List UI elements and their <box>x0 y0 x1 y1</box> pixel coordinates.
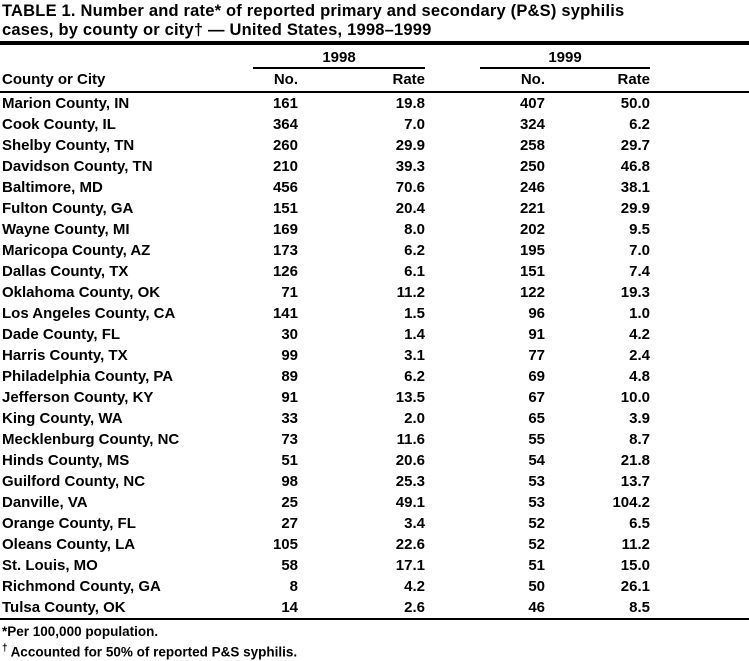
rate-1999-cell: 8.7 <box>629 431 650 448</box>
rate-1998-cell: 2.6 <box>404 599 425 616</box>
no-1999-cell: 246 <box>519 179 545 196</box>
row-spacer <box>650 429 749 450</box>
no-1999-cell: 65 <box>528 410 545 427</box>
rate-1998-cell: 22.6 <box>395 536 425 553</box>
no-1999-cell: 96 <box>528 305 545 322</box>
row-spacer <box>650 282 749 303</box>
no-1999-cell: 69 <box>528 368 545 385</box>
rate-1999-cell: 26.1 <box>620 578 650 595</box>
rate-1999-cell: 29.7 <box>620 137 650 154</box>
row-spacer <box>650 450 749 471</box>
no-1999-cell: 53 <box>528 494 545 511</box>
no-1998-cell: 456 <box>272 179 298 196</box>
rate-1999-cell: 38.1 <box>620 179 650 196</box>
row-spacer <box>650 408 749 429</box>
no-1998-cell: 14 <box>281 599 298 616</box>
year-1999-header-cell <box>425 45 650 69</box>
table-row <box>0 471 749 492</box>
no-1999-cell: 324 <box>519 116 545 133</box>
rate-1999-cell: 4.2 <box>629 326 650 343</box>
rate-1998-cell: 8.0 <box>404 221 425 238</box>
rate-1998-cell: 70.6 <box>395 179 425 196</box>
table-title-line-2: cases, by county or city† — United States, 1998–1999 <box>2 21 432 39</box>
county-cell: Dallas County, TX <box>2 263 129 280</box>
year-1998-label: 1998 <box>253 50 425 69</box>
rate-1998-cell: 39.3 <box>395 158 425 175</box>
row-spacer <box>650 555 749 576</box>
no-1999-column-header: No. <box>425 69 545 92</box>
rate-1999-cell: 46.8 <box>620 158 650 175</box>
year-1998-header-cell <box>253 45 425 69</box>
table-row <box>0 597 749 618</box>
county-cell: Guilford County, NC <box>2 473 146 490</box>
rate-1999-cell: 8.5 <box>629 599 650 616</box>
no-1998-cell: 27 <box>281 515 298 532</box>
rate-1999-cell: 50.0 <box>620 95 650 112</box>
row-spacer <box>650 156 749 177</box>
no-1999-cell: 67 <box>528 389 545 406</box>
rate-1999-cell: 4.8 <box>629 368 650 385</box>
rate-1999-cell: 104.2 <box>612 494 650 511</box>
table-row <box>0 534 749 555</box>
county-cell: Cook County, IL <box>2 116 116 133</box>
county-cell: Maricopa County, AZ <box>2 242 151 259</box>
rate-1998-cell: 6.2 <box>404 368 425 385</box>
table-row <box>0 198 749 219</box>
county-cell: Dade County, FL <box>2 326 121 343</box>
row-spacer <box>650 92 749 114</box>
county-cell: King County, WA <box>2 410 123 427</box>
county-cell: Oklahoma County, OK <box>2 284 161 301</box>
table-row <box>0 345 749 366</box>
rate-1998-column-header: Rate <box>298 69 425 92</box>
footnote-dagger <box>2 640 749 661</box>
no-1998-cell: 169 <box>272 221 298 238</box>
no-1999-cell: 122 <box>519 284 545 301</box>
no-1998-cell: 173 <box>272 242 298 259</box>
year-1999-label: 1999 <box>480 50 650 69</box>
rate-1999-cell: 9.5 <box>629 221 650 238</box>
footnote-rate <box>2 623 749 640</box>
row-spacer <box>650 471 749 492</box>
row-spacer <box>650 177 749 198</box>
table-row <box>0 408 749 429</box>
row-spacer <box>650 324 749 345</box>
county-cell: Wayne County, MI <box>2 221 130 238</box>
row-spacer <box>650 240 749 261</box>
no-1999-cell: 250 <box>519 158 545 175</box>
county-cell: Orange County, FL <box>2 515 136 532</box>
no-1998-cell: 99 <box>281 347 298 364</box>
table-row <box>0 492 749 513</box>
county-cell: Marion County, IN <box>2 95 130 112</box>
table-row <box>0 240 749 261</box>
rate-1999-cell: 15.0 <box>620 557 650 574</box>
row-spacer <box>650 387 749 408</box>
rate-1998-cell: 25.3 <box>395 473 425 490</box>
county-column-header: County or City <box>0 69 253 92</box>
rate-1998-cell: 4.2 <box>404 578 425 595</box>
county-cell: Mecklenburg County, NC <box>2 431 180 448</box>
county-cell: Jefferson County, KY <box>2 389 154 406</box>
no-1998-cell: 151 <box>272 200 298 217</box>
rate-1999-cell: 21.8 <box>620 452 650 469</box>
table-head <box>0 45 749 92</box>
no-1998-cell: 8 <box>289 578 298 595</box>
table-body <box>0 92 749 618</box>
county-cell: Fulton County, GA <box>2 200 134 217</box>
no-1998-cell: 71 <box>281 284 298 301</box>
no-1999-cell: 258 <box>519 137 545 154</box>
county-cell: Hinds County, MS <box>2 452 130 469</box>
no-1998-cell: 89 <box>281 368 298 385</box>
rate-1998-cell: 1.4 <box>404 326 425 343</box>
column-header-spacer <box>650 69 749 92</box>
county-cell: Harris County, TX <box>2 347 128 364</box>
no-1998-cell: 73 <box>281 431 298 448</box>
table-title <box>0 0 749 41</box>
table-row <box>0 135 749 156</box>
row-spacer <box>650 492 749 513</box>
no-1999-cell: 91 <box>528 326 545 343</box>
rate-1999-cell: 13.7 <box>620 473 650 490</box>
no-1998-cell: 141 <box>272 305 298 322</box>
row-spacer <box>650 261 749 282</box>
no-1998-cell: 30 <box>281 326 298 343</box>
rate-1998-cell: 49.1 <box>395 494 425 511</box>
footnote-rate-text: Per 100,000 population. <box>7 624 159 639</box>
rate-1999-cell: 6.2 <box>629 116 650 133</box>
no-1998-cell: 364 <box>272 116 298 133</box>
footnote-dagger-marker: † <box>2 643 8 654</box>
no-1998-cell: 51 <box>281 452 298 469</box>
rate-1999-cell: 7.4 <box>629 263 650 280</box>
rate-1998-cell: 17.1 <box>395 557 425 574</box>
no-1999-cell: 55 <box>528 431 545 448</box>
row-spacer <box>650 576 749 597</box>
rate-1999-cell: 6.5 <box>629 515 650 532</box>
table-row <box>0 513 749 534</box>
footnote-rate-marker: * <box>2 624 8 639</box>
table-row <box>0 156 749 177</box>
rate-1998-cell: 6.1 <box>404 263 425 280</box>
table-row <box>0 92 749 114</box>
no-1999-cell: 77 <box>528 347 545 364</box>
row-spacer <box>650 366 749 387</box>
table-row <box>0 555 749 576</box>
table-title-line-1: TABLE 1. Number and rate* of reported primary and secondary (P&S) syphilis <box>2 2 625 20</box>
table-row <box>0 114 749 135</box>
rate-1998-cell: 3.4 <box>404 515 425 532</box>
county-cell: Oleans County, LA <box>2 536 136 553</box>
row-spacer <box>650 135 749 156</box>
no-1998-cell: 260 <box>272 137 298 154</box>
year-header-row <box>0 45 749 69</box>
row-spacer <box>650 219 749 240</box>
table-row <box>0 177 749 198</box>
table-row <box>0 324 749 345</box>
rate-1998-cell: 20.4 <box>395 200 425 217</box>
no-1998-cell: 210 <box>272 158 298 175</box>
no-1999-cell: 407 <box>519 95 545 112</box>
table-row <box>0 387 749 408</box>
rate-1999-cell: 29.9 <box>620 200 650 217</box>
rate-1999-cell: 3.9 <box>629 410 650 427</box>
rate-1999-cell: 7.0 <box>629 242 650 259</box>
footnote-dagger-text: Accounted for 50% of reported P&S syphilis. <box>10 644 298 660</box>
rate-1998-cell: 6.2 <box>404 242 425 259</box>
footnotes <box>0 620 749 661</box>
rate-1998-cell: 29.9 <box>395 137 425 154</box>
no-1998-cell: 98 <box>281 473 298 490</box>
year-row-blank <box>0 45 253 69</box>
table-row <box>0 261 749 282</box>
syphilis-cases-table <box>0 45 749 618</box>
table-row <box>0 429 749 450</box>
table-row <box>0 576 749 597</box>
no-1999-cell: 195 <box>519 242 545 259</box>
rate-1998-cell: 19.8 <box>395 95 425 112</box>
county-cell: Los Angeles County, CA <box>2 305 176 322</box>
row-spacer <box>650 303 749 324</box>
county-cell: Baltimore, MD <box>2 179 103 196</box>
no-1999-cell: 53 <box>528 473 545 490</box>
no-1998-column-header: No. <box>253 69 298 92</box>
row-spacer <box>650 534 749 555</box>
no-1999-cell: 52 <box>528 536 545 553</box>
county-cell: Tulsa County, OK <box>2 599 126 616</box>
rate-1998-cell: 1.5 <box>404 305 425 322</box>
no-1998-cell: 126 <box>272 263 298 280</box>
rate-1998-cell: 3.1 <box>404 347 425 364</box>
rate-1999-cell: 19.3 <box>620 284 650 301</box>
rate-1998-cell: 20.6 <box>395 452 425 469</box>
county-cell: Philadelphia County, PA <box>2 368 174 385</box>
row-spacer <box>650 513 749 534</box>
no-1999-cell: 202 <box>519 221 545 238</box>
row-spacer <box>650 198 749 219</box>
county-cell: St. Louis, MO <box>2 557 98 574</box>
county-cell: Richmond County, GA <box>2 578 161 595</box>
county-cell: Danville, VA <box>2 494 88 511</box>
rate-1998-cell: 13.5 <box>395 389 425 406</box>
rate-1999-column-header: Rate <box>545 69 650 92</box>
rate-1999-cell: 11.2 <box>621 536 650 553</box>
rate-1998-cell: 11.6 <box>396 431 425 448</box>
no-1998-cell: 161 <box>272 95 298 112</box>
no-1998-cell: 25 <box>281 494 298 511</box>
row-spacer <box>650 114 749 135</box>
no-1998-cell: 105 <box>272 536 298 553</box>
no-1999-cell: 221 <box>519 200 545 217</box>
row-spacer <box>650 597 749 618</box>
no-1998-cell: 33 <box>281 410 298 427</box>
rate-1999-cell: 10.0 <box>620 389 650 406</box>
table-row <box>0 282 749 303</box>
no-1999-cell: 50 <box>528 578 545 595</box>
table-row <box>0 450 749 471</box>
county-cell: Shelby County, TN <box>2 137 135 154</box>
row-spacer <box>650 345 749 366</box>
year-row-spacer <box>650 45 749 69</box>
table-row <box>0 366 749 387</box>
no-1999-cell: 52 <box>528 515 545 532</box>
rate-1998-cell: 11.2 <box>396 284 425 301</box>
rate-1999-cell: 1.0 <box>629 305 650 322</box>
no-1998-cell: 91 <box>281 389 298 406</box>
county-cell: Davidson County, TN <box>2 158 153 175</box>
no-1999-cell: 46 <box>528 599 545 616</box>
column-header-row <box>0 69 749 92</box>
rate-1999-cell: 2.4 <box>629 347 650 364</box>
table-row <box>0 219 749 240</box>
no-1998-cell: 58 <box>281 557 298 574</box>
no-1999-cell: 51 <box>528 557 545 574</box>
no-1999-cell: 54 <box>528 452 545 469</box>
table-row <box>0 303 749 324</box>
rate-1998-cell: 2.0 <box>404 410 425 427</box>
rate-1998-cell: 7.0 <box>404 116 425 133</box>
no-1999-cell: 151 <box>519 263 545 280</box>
